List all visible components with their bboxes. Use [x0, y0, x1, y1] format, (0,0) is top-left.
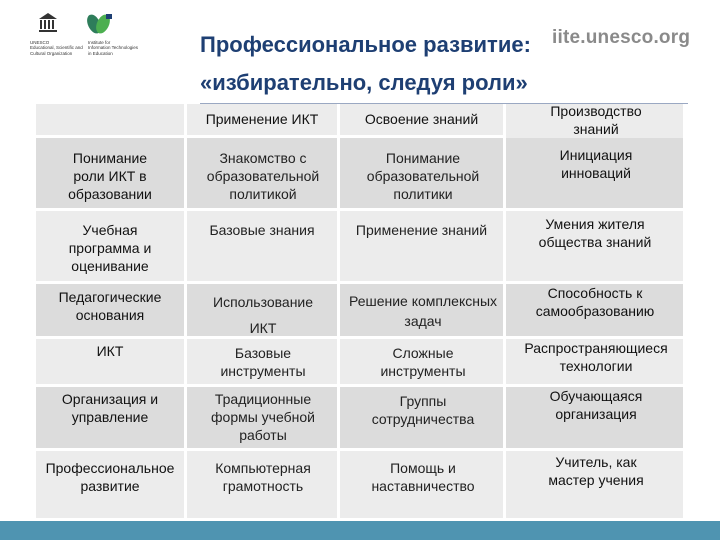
footer-bar — [0, 521, 720, 540]
row-label: Профессиональное развитие — [45, 460, 175, 494]
site-label: iite.unesco.org — [552, 27, 691, 48]
row-label-cell — [36, 284, 187, 339]
logo-text-right: Institute for Information Technologies in Education — [88, 40, 138, 56]
table-cell: Использование ИКТ — [187, 284, 340, 339]
table-cell: Понимание образовательной политики — [340, 138, 506, 211]
row-label: ИКТ — [96, 343, 124, 359]
logo-text-left: UNESCO Educational, Scientific and Cultural Organization — [30, 40, 83, 56]
table-header-cell — [187, 104, 340, 138]
row-label-cell — [36, 138, 187, 211]
table-cell: Базовые инструменты — [187, 339, 340, 387]
unesco-temple-icon — [38, 12, 58, 34]
row-label-cell — [36, 339, 187, 387]
table-header-corner — [36, 104, 187, 138]
row-label: Понимание роли ИКТ в образовании — [68, 150, 152, 202]
table-cell: Компьютерная грамотность — [187, 451, 340, 521]
table-cell: Способность к самообразованию — [506, 284, 686, 339]
row-label-cell — [36, 211, 187, 284]
table-cell: Обучающаяся организация — [506, 387, 686, 451]
title-line-2: «избирательно, следуя роли» — [200, 70, 528, 95]
page-title — [200, 26, 531, 102]
table-row — [36, 387, 686, 451]
table-row — [36, 138, 686, 211]
table-cell: Базовые знания — [187, 211, 340, 284]
table-cell: Сложные инструменты — [340, 339, 506, 387]
table-cell: Решение комплексных задач — [340, 284, 506, 339]
column-header-apply: Применение ИКТ — [205, 111, 319, 127]
row-label: Учебная программа и оценивание — [68, 222, 152, 274]
row-label-cell — [36, 387, 187, 451]
title-line-1: Профессиональное развитие: — [200, 32, 531, 57]
row-label: Организация и управление — [61, 391, 159, 425]
row-label-cell — [36, 451, 187, 521]
table-cell: Распространяющиеся технологии — [506, 339, 686, 387]
table-cell: Инициация инноваций — [506, 138, 686, 211]
competency-table — [36, 104, 686, 521]
logo-block — [30, 12, 138, 62]
table-cell: Знакомство с образовательной политикой — [187, 138, 340, 211]
table-row — [36, 339, 686, 387]
table-row — [36, 284, 686, 339]
table-header-cell — [506, 104, 686, 138]
table-row — [36, 451, 686, 521]
table-cell: Умения жителя общества знаний — [506, 211, 686, 284]
table-row — [36, 211, 686, 284]
table-cell: Применение знаний — [340, 211, 506, 284]
table-header-cell — [340, 104, 506, 138]
column-header-acquire: Освоение знаний — [364, 111, 479, 127]
table-cell: Традиционные формы учебной работы — [187, 387, 340, 451]
table-cell: Помощь и наставничество — [340, 451, 506, 521]
column-header-create: Производство знаний — [550, 103, 642, 137]
table-header-row — [36, 104, 686, 138]
table-cell: Группы сотрудничества — [340, 387, 506, 451]
row-label: Педагогические основания — [58, 289, 162, 323]
table-cell: Учитель, как мастер учения — [506, 451, 686, 521]
iite-leaf-icon — [85, 12, 113, 36]
